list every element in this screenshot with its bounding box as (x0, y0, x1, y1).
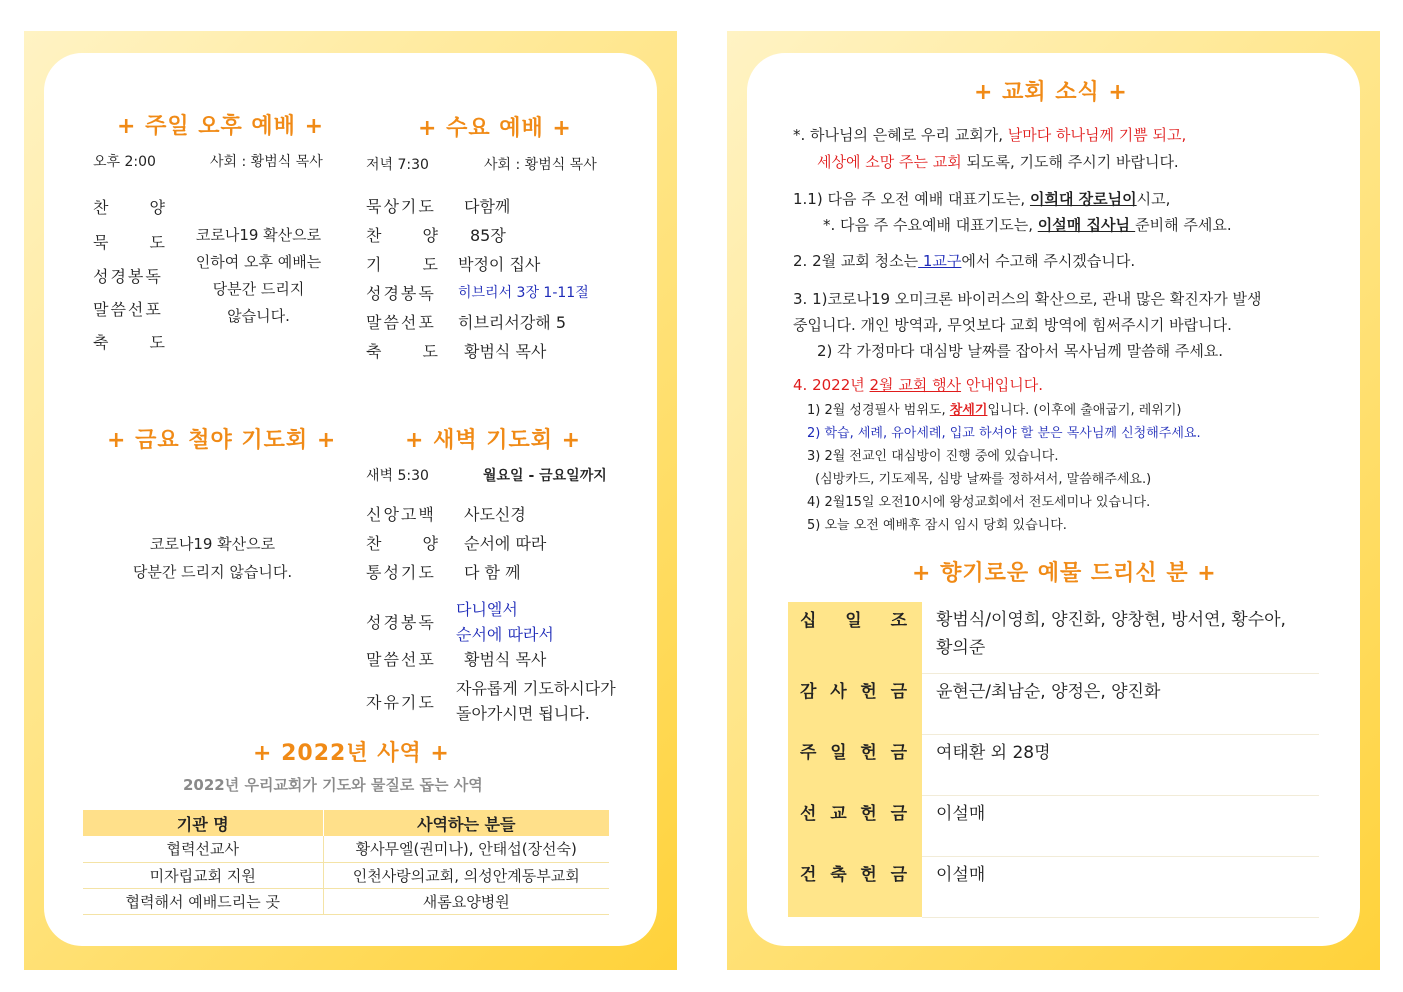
table-row: 협력해서 예배드리는 곳 새롬요양병원 (83, 888, 609, 914)
wednesday-time: 저녁 7:30 (366, 157, 429, 173)
news-item-1: 1.1) 다음 주 오전 예배 대표기도는, 이희대 장로님이시고, *. 다음 주 수요예배 대표기도는, 이설매 집사님 준비해 주세요. (793, 190, 1232, 234)
sunday-leader: 사회 : 황범식 목사 (210, 154, 323, 170)
sunday-item: 찬 양 (93, 198, 165, 217)
sunday-notice: 코로나19 확산으로 인하여 오후 예배는 당분간 드리지 않습니다. (195, 226, 322, 325)
offering-title: + 향기로운 예물 드리신 분 + (912, 561, 1217, 586)
ministry-table (83, 810, 609, 915)
table-row: 십 일 조 황범식/이영희, 양진화, 양창현, 방서연, 황수아, 황의준 (788, 602, 1319, 673)
ministry-title: + 2022년 사역 + (253, 741, 450, 766)
table-row: 주 일 헌 금 여태환 외 28명 (788, 734, 1319, 795)
sunday-item: 축 도 (93, 333, 165, 352)
dawn-time: 새벽 5:30 (366, 468, 429, 484)
news-item-4-heading: 4. 2022년 2월 교회 행사 안내입니다. (793, 376, 1044, 394)
friday-notice: 코로나19 확산으로 당분간 드리지 않습니다. (132, 535, 293, 581)
news-item-3: 3. 1)코로나19 오미크론 바이러스의 확산으로, 관내 많은 확진자가 발생 중입니다. 개인 방역과, 무엇보다 교회 방역에 힘써주시기 바랍니다. 2) 각 가정마다 대심방 날짜를 잡아서 목사님께 말씀해 주세요. (793, 290, 1262, 360)
ministry-header: 사역하는 분들 (323, 810, 609, 836)
sunday-item: 성경봉독 (93, 267, 163, 286)
dawn-days: 월요일 - 금요일까지 (483, 468, 607, 484)
table-row: 선 교 헌 금 이설매 (788, 795, 1319, 856)
dawn-title: + 새벽 기도회 + (405, 428, 582, 453)
offering-table (788, 602, 1319, 918)
news-item-4-list: 1) 2월 성경필사 범위도, 창세기입니다. (이후에 출애굽기, 레위기) 2) 학습, 세례, 유아세례, 입교 하셔야 할 분은 목사님께 신청해주세요. 3) 2월 전교인 대심방이 진행 중에 있습니다. (심방카드, 기도제목, 심방 날짜를 정하셔서, 말씀해주세요.) 4) 2월15일 오전10시에 왕성교회에서 전도세미나 있습니다. 5) 오늘 오전 예배후 잠시 임시 당회 있습니다. (807, 403, 1201, 533)
sunday-item: 말씀선포 (93, 300, 163, 319)
dawn-order: 신앙고백 사도신경 찬 양 순서에 따라 통성기도 다 함 께 성경봉독 다니엘서 순서에 따라서 말씀선포 황범식 목사 자유기도 자유롭게 기도하시다가 돌아가시면 됩니다. (366, 505, 616, 723)
wednesday-leader: 사회 : 황범식 목사 (484, 157, 597, 173)
news-intro: *. 하나님의 은혜로 우리 교회가, 날마다 하나님께 기쁨 되고, 세상에 소망 주는 교회 되도록, 기도해 주시기 바랍니다. (793, 126, 1187, 171)
sunday-item: 묵 도 (93, 233, 165, 252)
wednesday-title: + 수요 예배 + (418, 116, 572, 141)
friday-title: + 금요 철야 기도회 + (107, 428, 337, 453)
table-row: 건 축 헌 금 이설매 (788, 856, 1319, 917)
wednesday-order: 묵상기도 다함께 찬 양 85장 기 도 박정이 집사 성경봉독 히브리서 3장 1-11절 말씀선포 히브리서강해 5 축 도 황범식 목사 (366, 197, 589, 361)
table-row: 감 사 헌 금 윤현근/최남순, 양정은, 양진화 (788, 673, 1319, 734)
news-title: + 교회 소식 + (974, 80, 1128, 105)
table-row: 미자립교회 지원 인천사랑의교회, 의성안계동부교회 (83, 862, 609, 888)
table-row: 협력선교사 황사무엘(권미나), 안태섭(장선숙) (83, 836, 609, 862)
sunday-time: 오후 2:00 (93, 154, 156, 170)
sunday-title: + 주일 오후 예배 + (117, 114, 325, 139)
ministry-subtitle: 2022년 우리교회가 기도와 물질로 돕는 사역 (183, 776, 483, 794)
ministry-header: 기관 명 (83, 810, 323, 836)
news-item-2: 2. 2월 교회 청소는 1교구에서 수고해 주시겠습니다. (793, 252, 1136, 270)
